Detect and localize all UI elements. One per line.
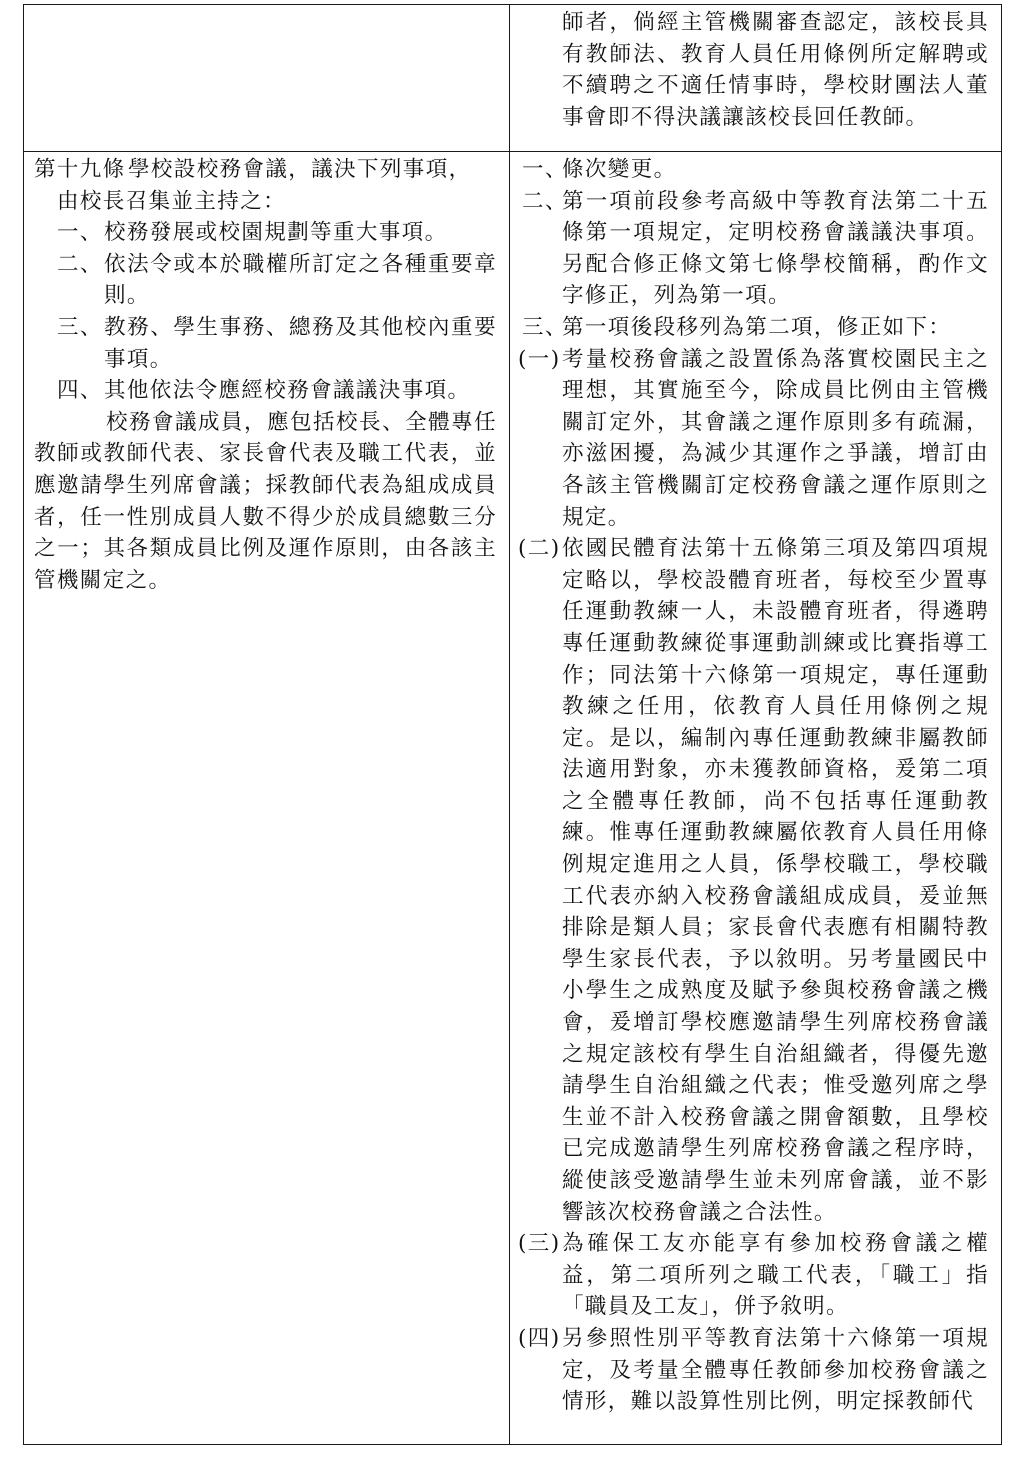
- subitem-marker: (一): [518, 346, 561, 372]
- explanation-cell: [510, 152, 1002, 1445]
- list-item: [34, 312, 497, 375]
- subitem-text: 另參照性別平等教育法第十六條第一項規定，及考量全體專任教師參加校務會議之情形，難以設算性別比例，明定採教師代: [562, 1325, 989, 1415]
- item-text: 校務發展或校園規劃等重大事項。: [104, 220, 448, 246]
- comparison-table: [23, 4, 1002, 1445]
- item-marker: 二、: [522, 188, 568, 214]
- subitem-text: 考量校務會議之設置係為落實校園民主之理想，其實施至今，除成員比例由主管機關訂定外，其會議之運作原則多有疏漏，亦滋困擾，為減少其運作之爭議，增訂由各該主管機關訂定校務會議之運作原則之規定。: [562, 346, 989, 530]
- sub-item: [518, 1228, 989, 1323]
- empty-cell: [24, 5, 510, 152]
- article-heading: [34, 154, 497, 186]
- item-text: 其他依法令應經校務會議議決事項。: [104, 378, 471, 404]
- subitem-text: 為確保工友亦能享有參加校務會議之權益，第二項所列之職工代表，「職工」指「職員及工友」，併予敘明。: [562, 1231, 989, 1320]
- table-row: [24, 5, 1002, 152]
- item-marker: 三、: [57, 314, 103, 340]
- sub-item: [518, 344, 989, 534]
- table-row: [24, 152, 1002, 1445]
- subitem-marker: (二): [518, 536, 561, 562]
- item-marker: 三、: [522, 314, 568, 340]
- item-marker: 一、: [57, 220, 103, 246]
- list-item: [34, 375, 497, 407]
- subitem-text: 依國民體育法第十五條第三項及第四項規定略以，學校設體育班者，每校至少置專任運動教練一人，未設體育班者，得遴聘專任運動教練從事運動訓練或比賽指導工作；同法第十六條第一項規定，專任運動教練之任用，依教育人員任用條例之規定。是以，編制內專任運動教練非屬教師法適用對象，亦未獲教師資格，爰第二項之全體專任教師，尚不包括專任運動教練。惟專任運動教練屬依教育人員任用條例規定進用之人員，係學校職工，學校職工代表亦納入校務會議組成成員，爰並無排除是類人員；家長會代表應有相關特教學生家長代表，予以敘明。另考量國民中小學生之成熟度及賦予參與校務會議之機會，爰增訂學校應邀請學生列席校務會議之規定該校有學生自治組織者，得優先邀請學生自治組織之代表；惟受邀列席之學生並不計入校務會議之開會額數，且學校已完成邀請學生列席校務會議之程序時，縱使該受邀請學生並未列席會議，並不影響該次校務會議之合法性。: [562, 536, 989, 1225]
- list-item: [522, 186, 989, 312]
- list-item: [34, 249, 497, 312]
- item-text: 教務、學生事務、總務及其他校內重要事項。: [104, 314, 497, 372]
- item-text: 條次變更。: [562, 157, 677, 182]
- item-marker: 一、: [522, 157, 568, 182]
- sub-item: [518, 1323, 989, 1418]
- item-text: 第一項後段移列為第二項，修正如下：: [562, 314, 952, 340]
- subitem-marker: (四): [518, 1325, 561, 1351]
- sub-item: [518, 533, 989, 1228]
- article-label: 第十九條: [34, 157, 126, 182]
- item-marker: 二、: [57, 251, 103, 277]
- item-text: 第一項前段參考高級中等教育法第二十五條第一項規定，定明校務會議議決事項。另配合修正條文第七條學校簡稱，酌作文字修正，列為第一項。: [562, 188, 989, 309]
- list-item: [522, 312, 989, 344]
- list-item: [522, 154, 989, 186]
- explanation-cell-continued: [510, 5, 1002, 152]
- item-text: 依法令或本於職權所訂定之各種重要章則。: [104, 251, 497, 309]
- article-intro: 學校設校務會議，議決下列事項，: [128, 157, 472, 182]
- article-cell: [24, 152, 510, 1445]
- article-intro-continued: 由校長召集並主持之：: [57, 188, 287, 214]
- subitem-marker: (三): [518, 1231, 561, 1257]
- item-marker: 四、: [57, 378, 103, 404]
- continued-paragraph: 師者，倘經主管機關審查認定，該校長具有教師法、教育人員任用條例所定解聘或不續聘之不適任情事時，學校財團法人董事會即不得決議讓該校長回任教師。: [562, 10, 989, 130]
- list-item: [34, 217, 497, 249]
- article-paragraph: 校務會議成員，應包括校長、全體專任教師或教師代表、家長會代表及職工代表，並應邀請學生列席會議；採教師代表為組成成員者，任一性別成員人數不得少於成員總數三分之一；其各類成員比例及運作原則，由各該主管機關定之。: [34, 409, 497, 593]
